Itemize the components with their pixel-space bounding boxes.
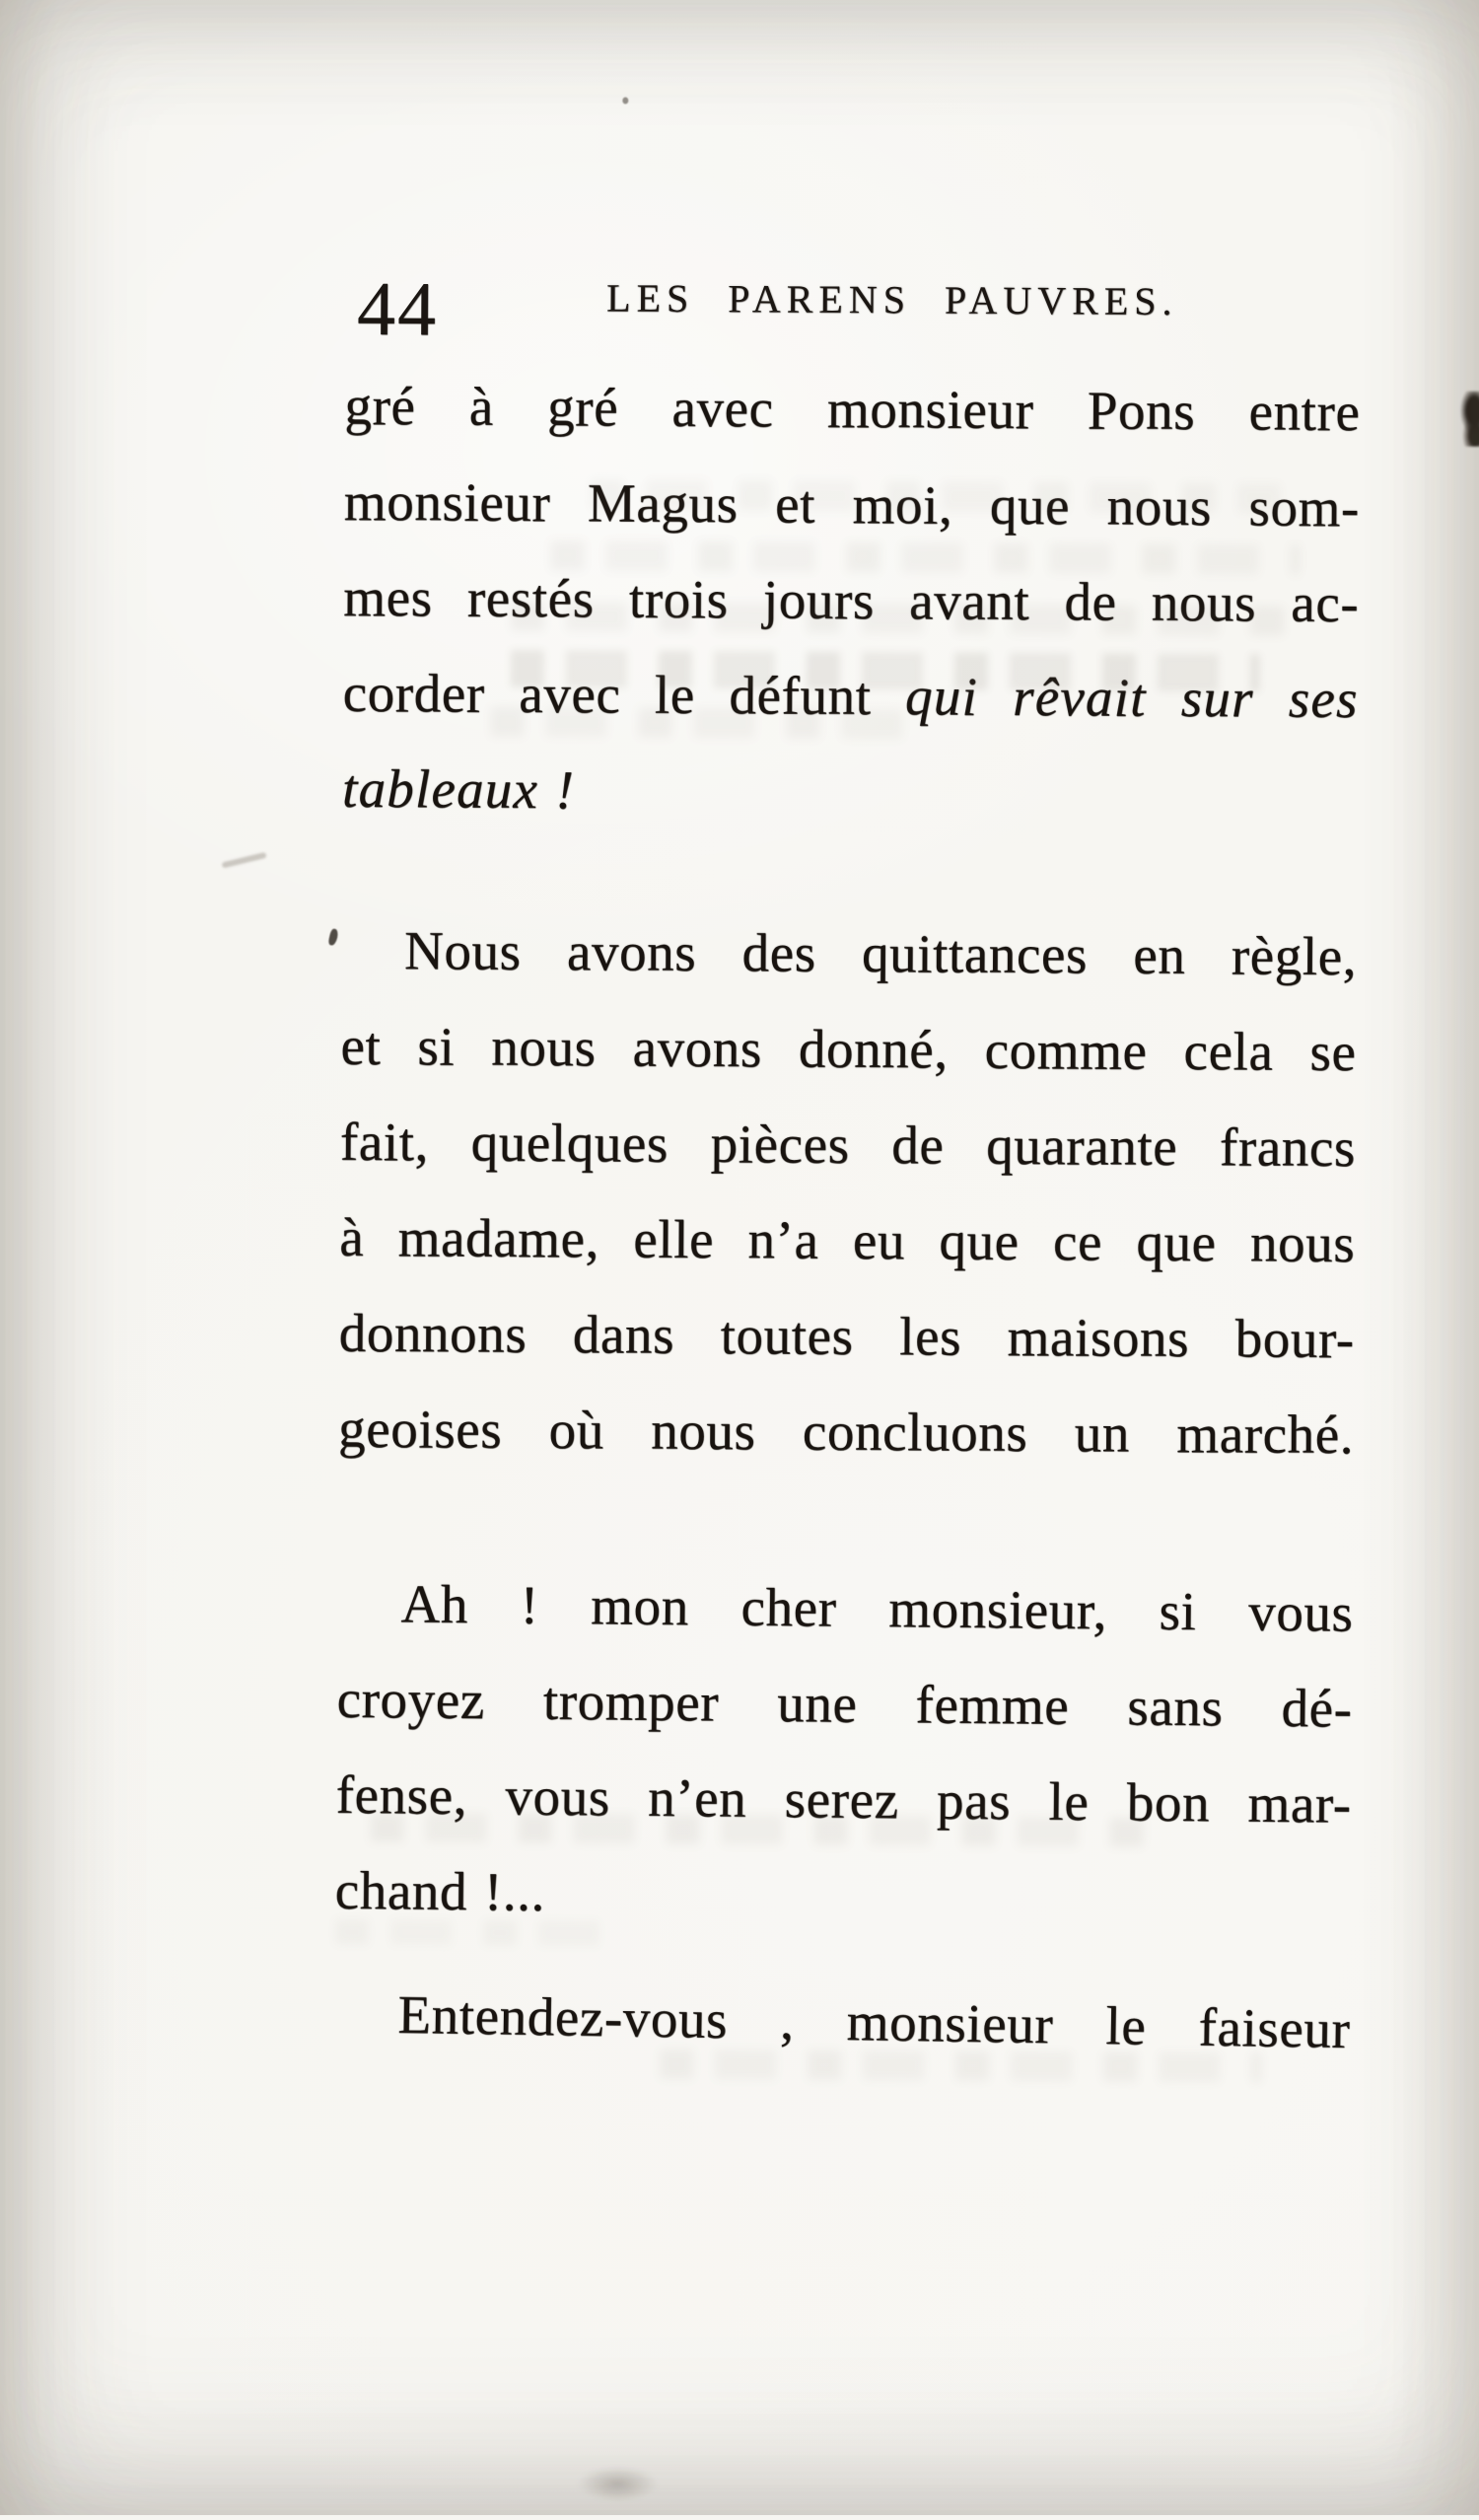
- text-line: [342, 645, 1359, 747]
- text-line: [335, 1747, 1352, 1852]
- text-line: [337, 1555, 1354, 1661]
- text-line: [339, 1189, 1356, 1291]
- ink-speck: [622, 97, 628, 104]
- paragraph: [338, 902, 1358, 1482]
- text-line: [341, 902, 1358, 1004]
- text-segment: geoises où nous concluons un marché.: [337, 1398, 1355, 1466]
- text-line: [340, 998, 1357, 1100]
- paragraph: [342, 358, 1361, 842]
- text-segment: à madame, elle n’a eu que ce que nous: [339, 1206, 1356, 1274]
- text-line: [340, 1094, 1357, 1195]
- text-segment: mes restés trois jours avant de nous ac-: [343, 566, 1360, 634]
- text-line: [334, 1842, 1351, 1948]
- text-line: [342, 741, 1359, 842]
- text-line: [344, 454, 1361, 555]
- text-line: [343, 549, 1360, 651]
- text-segment: croyez tromper une femme sans dé-: [336, 1668, 1353, 1739]
- text-line: [338, 1381, 1355, 1482]
- text-segment: donnons dans toutes les maisons bour-: [338, 1302, 1355, 1370]
- paragraph: [334, 1555, 1354, 1948]
- text-line: [336, 1651, 1353, 1757]
- text-segment: Ah ! mon cher monsieur, si vous: [400, 1573, 1354, 1643]
- running-title: LES PARENS PAUVRES.: [605, 275, 1178, 324]
- text-segment: monsieur Magus et moi, que nous som-: [343, 470, 1361, 539]
- page-number: 44: [356, 264, 439, 352]
- paper-smudge: [563, 2460, 671, 2508]
- text-segment: Nous avons des quittances en règle,: [403, 920, 1358, 987]
- text-line: [344, 358, 1361, 460]
- italic-text-segment: tableaux !: [341, 757, 576, 821]
- text-segment: fense, vous n’en serez pas le bon mar-: [335, 1764, 1352, 1835]
- paragraph: [334, 1966, 1351, 2077]
- text-segment: chand !...: [334, 1859, 546, 1922]
- text-segment: corder avec le défunt: [342, 662, 906, 727]
- text-segment: et si nous avons donné, comme cela se: [340, 1015, 1357, 1083]
- text-segment: Entendez-vous , monsieur le faiseur: [396, 1983, 1351, 2059]
- text-line: [338, 1285, 1355, 1387]
- ink-blob: [1457, 392, 1479, 447]
- text-line: [334, 1966, 1351, 2077]
- text-segment: gré à gré avec monsieur Pons entre: [344, 375, 1361, 443]
- text-segment: fait, quelques pièces de quarante francs: [339, 1111, 1357, 1179]
- italic-text-segment: qui rêvait sur ses: [904, 666, 1359, 730]
